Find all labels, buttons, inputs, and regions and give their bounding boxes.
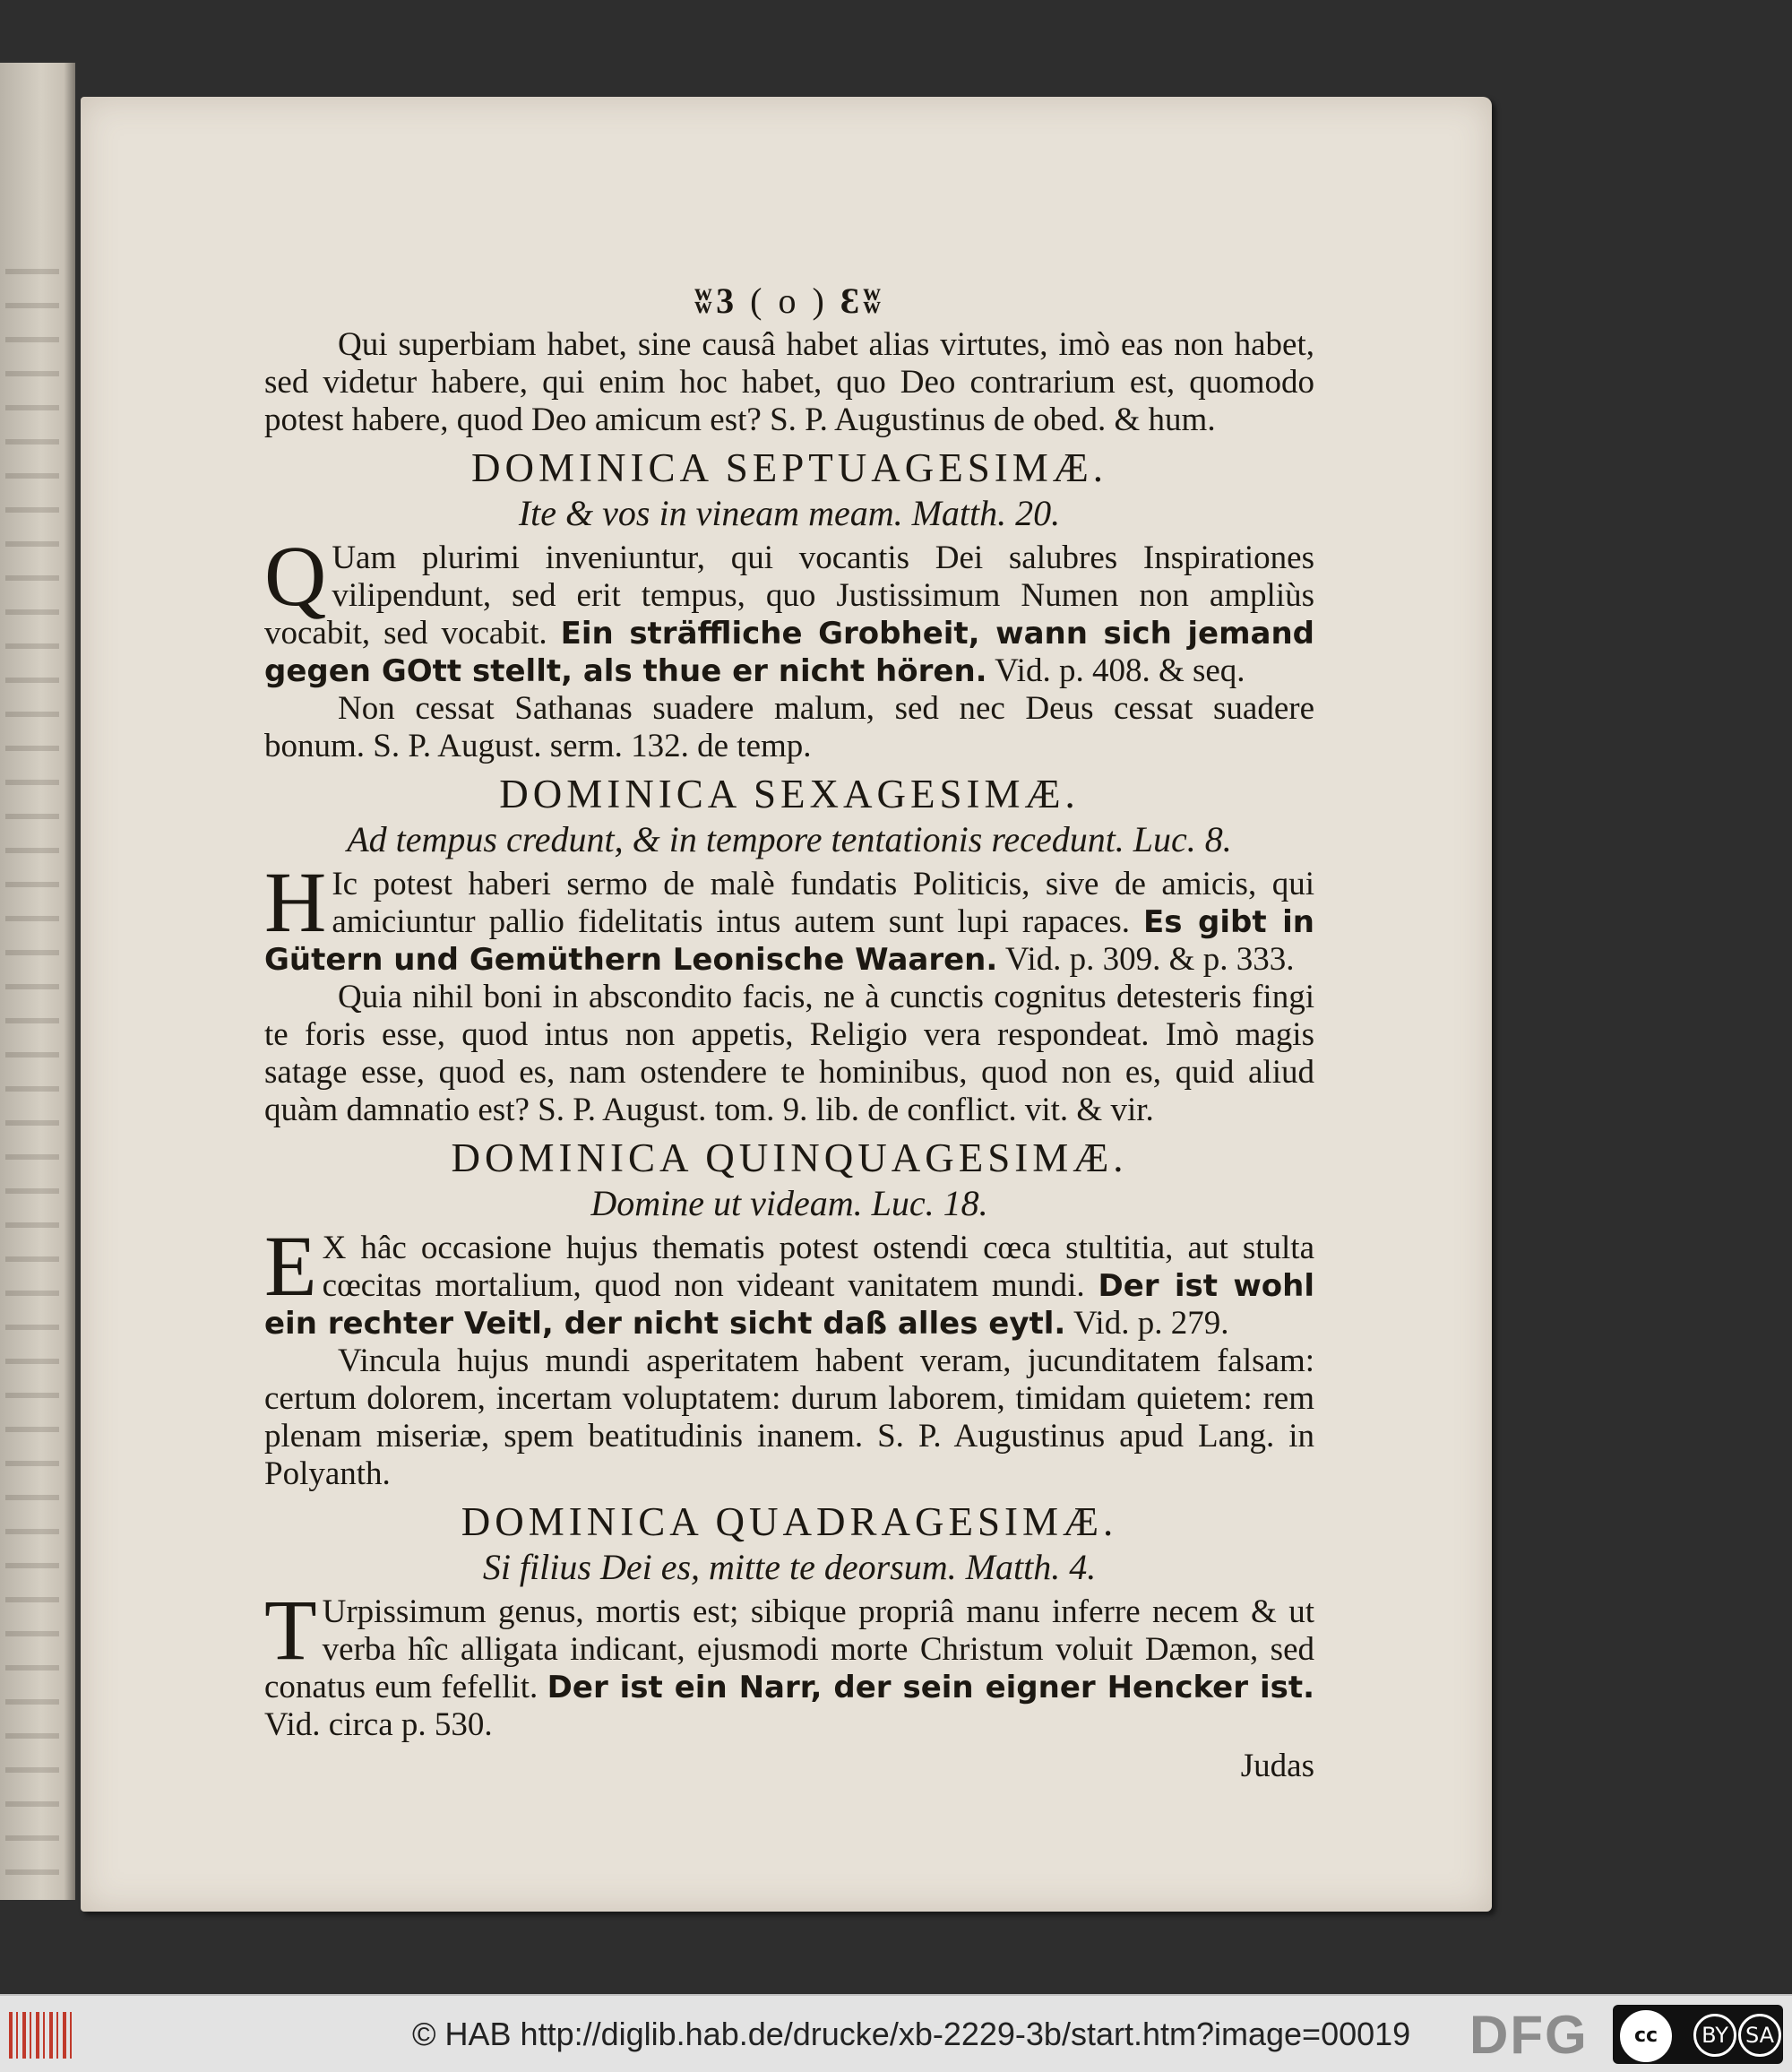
right-ornament: Ɛʬ bbox=[840, 281, 885, 321]
section-quinquagesima bbox=[264, 1135, 1314, 1493]
page-content bbox=[264, 276, 1314, 1785]
left-ornament: ʬ3 bbox=[694, 281, 738, 321]
german-proverb: Es gibt in Gütern und Gemüthern Leonische Waaren. bbox=[264, 904, 1314, 978]
german-proverb: Der ist wohl ein rechter Veitl, der nicht sicht daß alles eytl. bbox=[264, 1268, 1314, 1342]
section-subtitle: Si filius Dei es, mitte te deorsum. Matth. 4. bbox=[482, 1547, 1097, 1587]
section-septuagesima bbox=[264, 445, 1314, 765]
section-heading: DOMINICA QUINQUAGESIMÆ. bbox=[451, 1135, 1128, 1180]
intro-paragraph: Qui superbiam habet, sine causâ habet alias virtutes, imò eas non habet, sed videtur habere, qui enim hoc habet, quo Deo contrarium est, quomodo potest habere, quod Deo amicum est? S. P. Augustinus de obed. & hum. bbox=[264, 326, 1314, 438]
cc-icon: cc bbox=[1620, 2010, 1672, 2062]
sa-icon: SA bbox=[1738, 2014, 1781, 2057]
section-subtitle: Ite & vos in vineam meam. Matth. 20. bbox=[518, 493, 1061, 533]
page-reference: Vid. p. 408. & seq. bbox=[995, 652, 1245, 689]
section-sexagesima bbox=[264, 771, 1314, 1129]
page-reference: Vid. p. 279. bbox=[1073, 1305, 1229, 1342]
section-heading: DOMINICA SEXAGESIMÆ. bbox=[499, 772, 1080, 816]
page-header bbox=[264, 276, 1314, 326]
viewer-footer bbox=[0, 1994, 1792, 2072]
drop-cap: Q bbox=[264, 528, 327, 624]
by-icon: BY bbox=[1693, 2014, 1736, 2057]
catchword: Judas bbox=[1240, 1748, 1314, 1784]
section-subtitle: Ad tempus credunt, & in tempore tentationis recedunt. Luc. 8. bbox=[347, 819, 1232, 859]
cc-license-badge[interactable] bbox=[1613, 2005, 1783, 2064]
paragraph-text: X hâc occasione hujus thematis potest ostendi cœca stultitia, aut stulta cœcitas mortalium, quod non videant vanitatem mundi. bbox=[322, 1230, 1314, 1304]
quote-paragraph: Non cessat Sathanas suadere malum, sed nec Deus cessat suadere bonum. S. P. August. serm. 132. de temp. bbox=[264, 690, 1314, 764]
section-subtitle: Domine ut videam. Luc. 18. bbox=[590, 1183, 988, 1223]
page-reference: Vid. circa p. 530. bbox=[264, 1706, 493, 1743]
section-heading: DOMINICA QUADRAGESIMÆ. bbox=[461, 1499, 1118, 1544]
section-paragraph bbox=[264, 1218, 1314, 1342]
section-quadragesima bbox=[264, 1498, 1314, 1744]
drop-cap: T bbox=[264, 1582, 317, 1678]
quote-paragraph: Vincula hujus mundi asperitatem habent veram, jucunditatem falsam: certum dolorem, incertam voluptatem: durum laborem, timidam quietem: rem plenam miseriæ, spem beatitudinis inanem. S. P. Augustinus apud Lang. in Polyanth. bbox=[264, 1342, 1314, 1492]
page-mark: ( o ) bbox=[750, 281, 828, 321]
paragraph-text: Urpissimum genus, mortis est; sibique propriâ manu inferre necem & ut verba hîc alligata indicant, ejusmodi morte Christum voluit Dæmon, sed conatus eum fefellit. bbox=[264, 1593, 1314, 1705]
section-paragraph bbox=[264, 528, 1314, 690]
quote-paragraph: Quia nihil boni in abscondito facis, ne à cunctis cognitus detesteris fingi te foris esse, quod intus non appetis, Religio vera respondeat. Imò magis satage esse, quod es, nam ostendere te hominibus, quod non es, quid aliud quàm damnatio est? S. P. August. tom. 9. lib. de conflict. vit. & vir. bbox=[264, 979, 1314, 1128]
drop-cap: H bbox=[264, 854, 327, 950]
dfg-logo: DFG bbox=[1469, 2005, 1589, 2065]
library-barcode-icon bbox=[9, 2012, 73, 2059]
facing-page-text-fragments bbox=[5, 269, 59, 1882]
drop-cap: E bbox=[264, 1218, 317, 1314]
book-page bbox=[81, 97, 1492, 1912]
german-proverb: Ein sträffliche Grobheit, wann sich jemand gegen GOtt stellt, als thue er nicht hören. bbox=[264, 616, 1314, 689]
section-paragraph bbox=[264, 854, 1314, 979]
page-reference: Vid. p. 309. & p. 333. bbox=[1004, 941, 1295, 978]
paragraph-text: Ic potest haberi sermo de malè fundatis Politicis, sive de amicis, qui amiciuntur pallio fidelitatis intus autem sunt lupi rapaces. bbox=[332, 866, 1314, 940]
facing-page-edge bbox=[0, 63, 75, 1900]
paragraph-text: Uam plurimi inveniuntur, qui vocantis Dei salubres Inspirationes vilipendunt, sed erit tempus, quo Justissimum Numen non ampliùs vocabit, sed vocabit. bbox=[264, 540, 1314, 652]
section-paragraph bbox=[264, 1582, 1315, 1744]
german-proverb: Der ist ein Narr, der sein eigner Hencker ist. bbox=[547, 1670, 1315, 1705]
section-heading: DOMINICA SEPTUAGESIMÆ. bbox=[470, 445, 1108, 490]
copyright-link[interactable]: © HAB http://diglib.hab.de/drucke/xb-2229-3b/start.htm?image=00019 bbox=[412, 2016, 1411, 2052]
